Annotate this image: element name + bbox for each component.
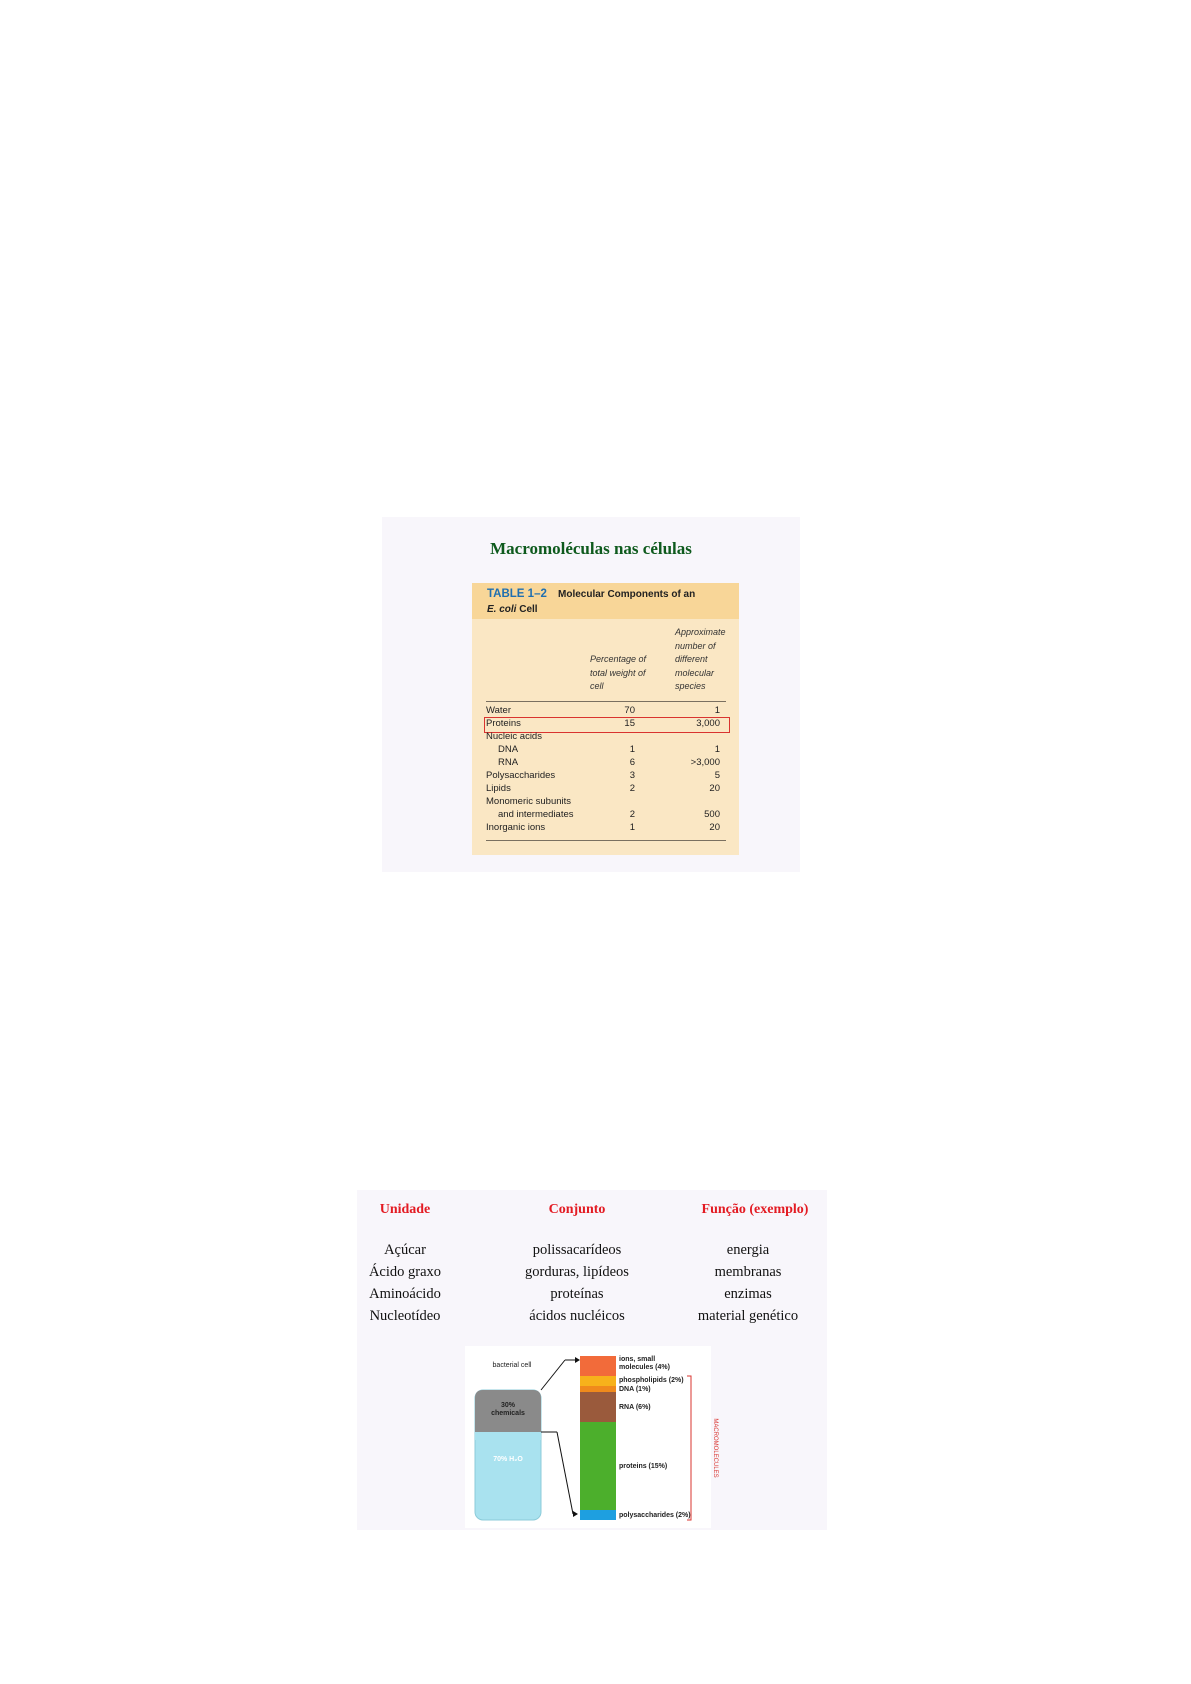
unit-cell: Açúcar	[384, 1242, 426, 1258]
table-rule-bottom	[486, 840, 726, 841]
unit-cell: Ácido graxo	[368, 1264, 442, 1280]
row-percentage: 2	[629, 783, 635, 794]
table-row	[472, 704, 739, 717]
segment-rna	[580, 1392, 616, 1422]
function-cell: energia	[726, 1242, 770, 1258]
row-percentage: 15	[624, 718, 635, 729]
header-unit: Unidade	[379, 1202, 431, 1217]
column-header-species: Approximate number of different molecular species	[675, 627, 726, 691]
row-name: RNA	[498, 757, 519, 768]
segment-polysaccharides	[580, 1510, 616, 1520]
table-rule-top	[486, 701, 726, 702]
table-row	[472, 782, 739, 795]
macromolecules-label: MACROMOLECULES	[712, 1418, 718, 1478]
connector-bottom	[557, 1432, 573, 1514]
row-species: 3,000	[696, 718, 720, 729]
row-name: Monomeric subunits	[486, 796, 572, 807]
set-cell: ácidos nucléicos	[529, 1308, 625, 1324]
function-cell: membranas	[714, 1264, 782, 1280]
unit-cell: Aminoácido	[369, 1286, 441, 1302]
table-row	[472, 743, 739, 756]
row-species: 5	[714, 770, 720, 781]
bacterial-composition-diagram	[465, 1346, 718, 1528]
row-species: 1	[714, 744, 720, 755]
table-row	[472, 795, 739, 808]
segment-label: proteins (15%)	[619, 1463, 668, 1470]
row-name: and intermediates	[498, 809, 574, 820]
row-species: >3,000	[690, 757, 720, 768]
header-function: Função (exemplo)	[701, 1202, 809, 1217]
row-species: 20	[709, 822, 720, 833]
row-name: Lipids	[486, 783, 511, 794]
column-header-percentage: Percentage of total weight of cell	[590, 654, 647, 691]
arrow-head-top	[575, 1357, 580, 1363]
row-name: DNA	[498, 744, 519, 755]
ecoli-components-table	[472, 583, 739, 855]
water-label: 70% H₂O	[493, 1456, 523, 1463]
segment-dna	[580, 1386, 616, 1392]
composition-figure	[465, 1346, 711, 1528]
row-percentage: 70	[624, 705, 635, 716]
macromolecules-bracket	[687, 1376, 691, 1520]
segment-label: DNA (1%)	[619, 1386, 651, 1393]
row-species: 1	[714, 705, 720, 716]
segment-label: ions, small molecules (4%)	[619, 1356, 670, 1371]
row-name: Water	[486, 705, 511, 716]
water-top	[475, 1432, 541, 1440]
function-cell: material genético	[697, 1308, 799, 1324]
slide-units-and-polymers	[357, 1190, 827, 1530]
table-row	[472, 769, 739, 782]
table-caption-2: E. coli Cell	[487, 604, 538, 615]
table-row	[472, 808, 739, 821]
set-cell: proteínas	[550, 1286, 604, 1302]
set-cell: polissacarídeos	[532, 1242, 622, 1258]
row-species: 20	[709, 783, 720, 794]
slide-macromolecules-table	[382, 517, 800, 872]
connector-top	[541, 1360, 565, 1390]
row-name: Nucleic acids	[486, 731, 542, 742]
row-name: Polysaccharides	[486, 770, 556, 781]
row-percentage: 6	[629, 757, 635, 768]
segment-label: polysaccharides (2%)	[619, 1512, 691, 1519]
row-percentage: 2	[629, 809, 635, 820]
arrow-head-bottom	[573, 1511, 578, 1517]
segment-label: phospholipids (2%)	[619, 1377, 684, 1384]
table-row	[472, 756, 739, 769]
segment-ions	[580, 1356, 616, 1376]
table-row	[472, 730, 739, 743]
table-row	[472, 821, 739, 834]
function-cell: enzimas	[724, 1286, 772, 1302]
segment-phospholipids	[580, 1376, 616, 1386]
table-number: TABLE 1–2	[487, 588, 547, 600]
set-cell: gorduras, lipídeos	[525, 1264, 629, 1280]
slide-title: Macromoléculas nas células	[490, 539, 692, 558]
row-percentage: 1	[629, 822, 635, 833]
table-caption: Molecular Components of an	[558, 589, 696, 600]
unit-cell: Nucleotídeo	[369, 1308, 441, 1324]
table-row	[472, 717, 739, 730]
row-species: 500	[704, 809, 720, 820]
header-set: Conjunto	[548, 1202, 606, 1217]
cell-label: bacterial cell	[492, 1362, 532, 1369]
row-percentage: 3	[629, 770, 635, 781]
row-name: Proteins	[486, 718, 521, 729]
row-percentage: 1	[629, 744, 635, 755]
segment-label: RNA (6%)	[619, 1404, 651, 1411]
row-name: Inorganic ions	[486, 822, 546, 833]
chemicals-label: 30% chemicals	[491, 1402, 525, 1417]
segment-proteins	[580, 1422, 616, 1510]
